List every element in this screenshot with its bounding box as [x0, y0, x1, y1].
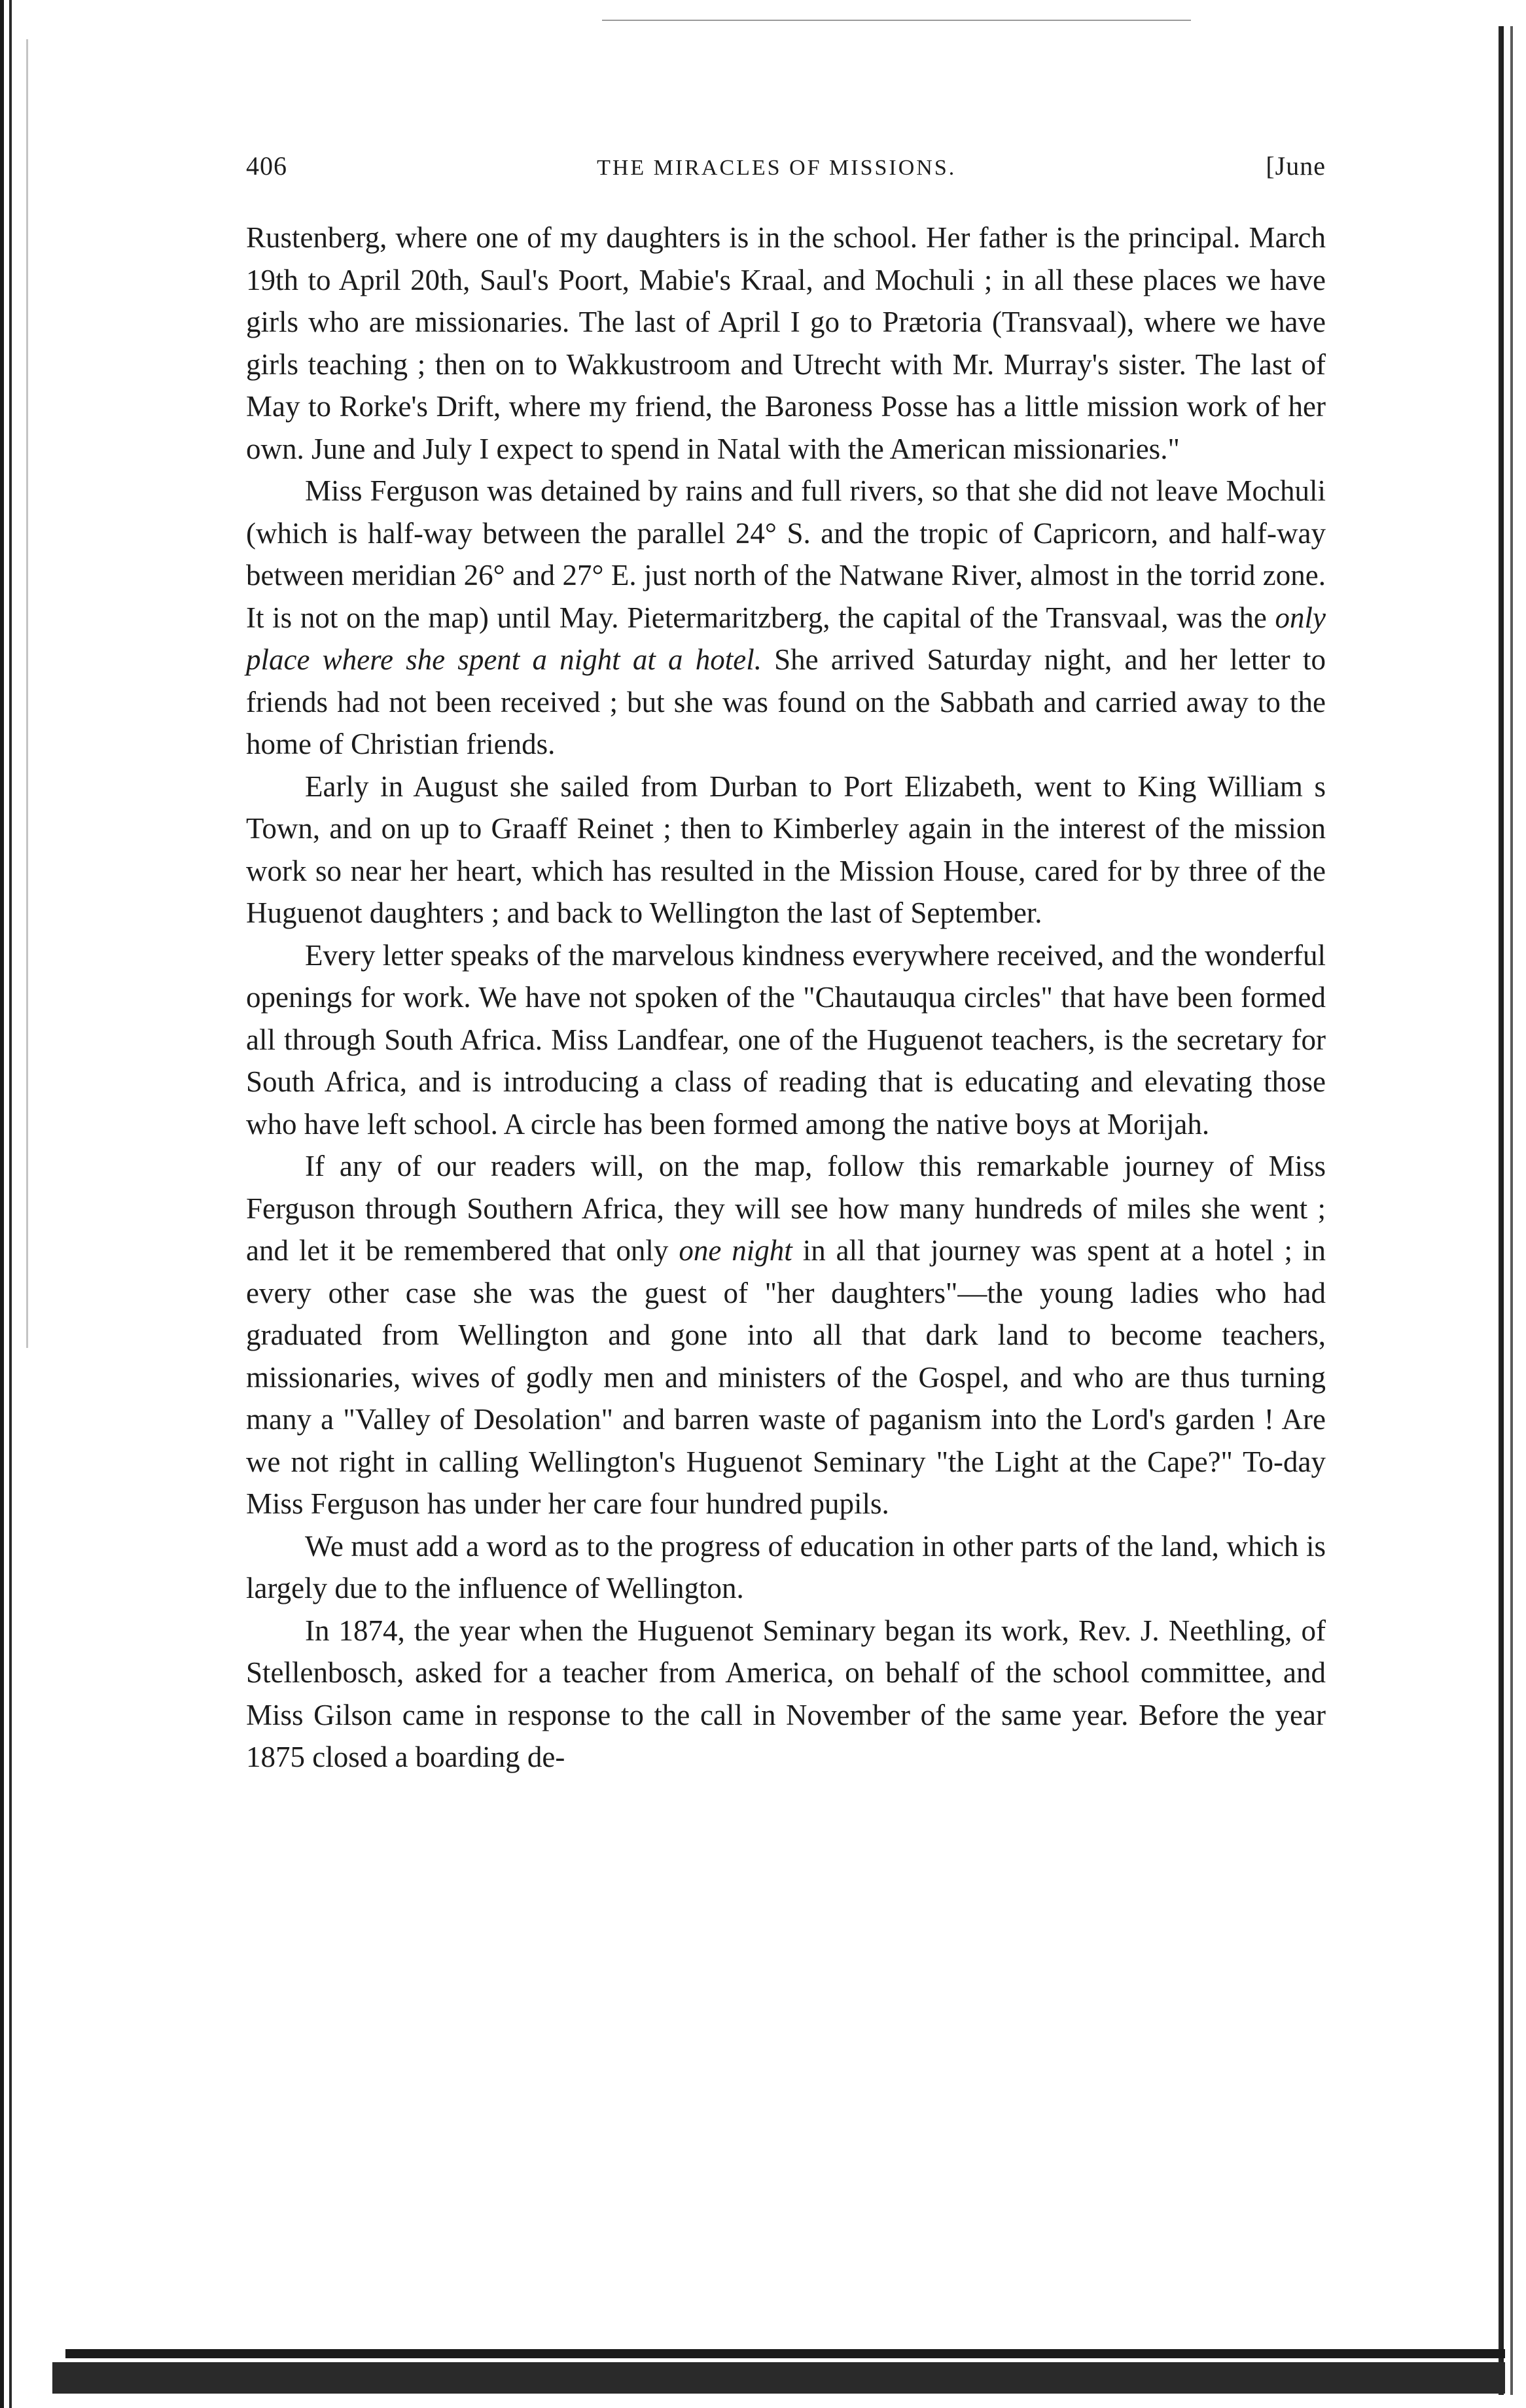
paragraph-2-italic: only place where she spent a night at a hotel. [246, 601, 1326, 676]
paragraph-6: We must add a word as to the progress of education in other parts of the land, which is largely due to the influence of Wellington. [246, 1529, 1326, 1604]
running-title: THE MIRACLES OF MISSIONS. [597, 156, 957, 180]
paragraph-5-italic: one night [679, 1234, 792, 1267]
header-month: [June [1266, 151, 1326, 181]
scan-right-edge [1489, 26, 1526, 2395]
paragraph-2 [246, 470, 1326, 766]
paragraph-5-text-a: If any of our readers will, on the map, follow this remarkable journey of Miss Ferguson through Southern Africa, they will see how many hundreds of miles she went ; and let it be remembered that only [246, 1150, 1326, 1267]
paragraph-2-text-a: Miss Ferguson was detained by rains and full rivers, so that she did not leave Mochuli (which is half-way between the parallel 24° S. and the tropic of Capricorn, and half-way between meridian 26° and 27° E. just north of the Natwane River, almost in the torrid zone. It is not on the map) until May. Pietermaritzberg, the capital of the Transvaal, was the [246, 474, 1326, 634]
paragraph-1: Rustenberg, where one of my daughters is in the school. Her father is the principal. March 19th to April 20th, Saul's Poort, Mabie's Kraal, and Mochuli ; in all these places we have girls who are missionaries. The last of April I go to Prætoria (Transvaal), where we have girls teaching ; then on to Wakkustroom and Utrecht with Mr. Murray's sister. The last of May to Rorke's Drift, where my friend, the Baroness Posse has a little mission work of her own. June and July I expect to spend in Natal with the American missionaries." [246, 221, 1326, 465]
page-number: 406 [246, 151, 287, 181]
scan-bottom-rule [65, 2349, 1505, 2358]
scan-top-rule [602, 20, 1191, 21]
paragraph-4: Every letter speaks of the marvelous kindness everywhere received, and the wonderful openings for work. We have not spoken of the "Chautauqua circles" that have been formed all through South Africa. Miss Landfear, one of the Huguenot teachers, is the secretary for South Africa, and is introducing a class of reading that is educating and elevating those who have left school. A circle has been formed among the native boys at Morijah. [246, 938, 1326, 1141]
paragraph-3: Early in August she sailed from Durban to Port Elizabeth, went to King William s Town, and on up to Graaff Reinet ; then to Kimberley again in the interest of the mission work so near her heart, which has resulted in the Mission House, cared for by three of the Huguenot daughters ; and back to Wellington the last of September. [246, 770, 1326, 929]
paragraph-2-text-b: She arrived Saturday night, and her letter to friends had not been received ; but she was found on the Sabbath and carried away to the home of Christian friends. [246, 643, 1326, 760]
paragraph-5-text-b: in all that journey was spent at a hotel ; in every other case she was the guest of "her daughters"—the young ladies who had graduated from Wellington and gone into all that dark land to become teachers, missionaries, wives of godly men and ministers of the Gospel, and who are thus turning many a "Valley of Desolation" and barren waste of paganism into the Lord's garden ! Are we not right in calling Wellington's Huguenot Seminary "the Light at the Cape?" To-day Miss Ferguson has under her care four hundred pupils. [246, 1234, 1326, 1520]
page-content [246, 150, 1326, 1779]
scan-bottom-edge [52, 2362, 1505, 2394]
scan-binding-edge [0, 0, 18, 2408]
scan-shadow-line [26, 39, 28, 1348]
paragraph-7: In 1874, the year when the Huguenot Seminary began its work, Rev. J. Neethling, of Stellenbosch, asked for a teacher from America, on behalf of the school committee, and Miss Gilson came in response to the call in November of the same year. Before the year 1875 closed a boarding de- [246, 1614, 1326, 1773]
paragraph-5 [246, 1145, 1326, 1525]
running-header [246, 150, 1326, 181]
